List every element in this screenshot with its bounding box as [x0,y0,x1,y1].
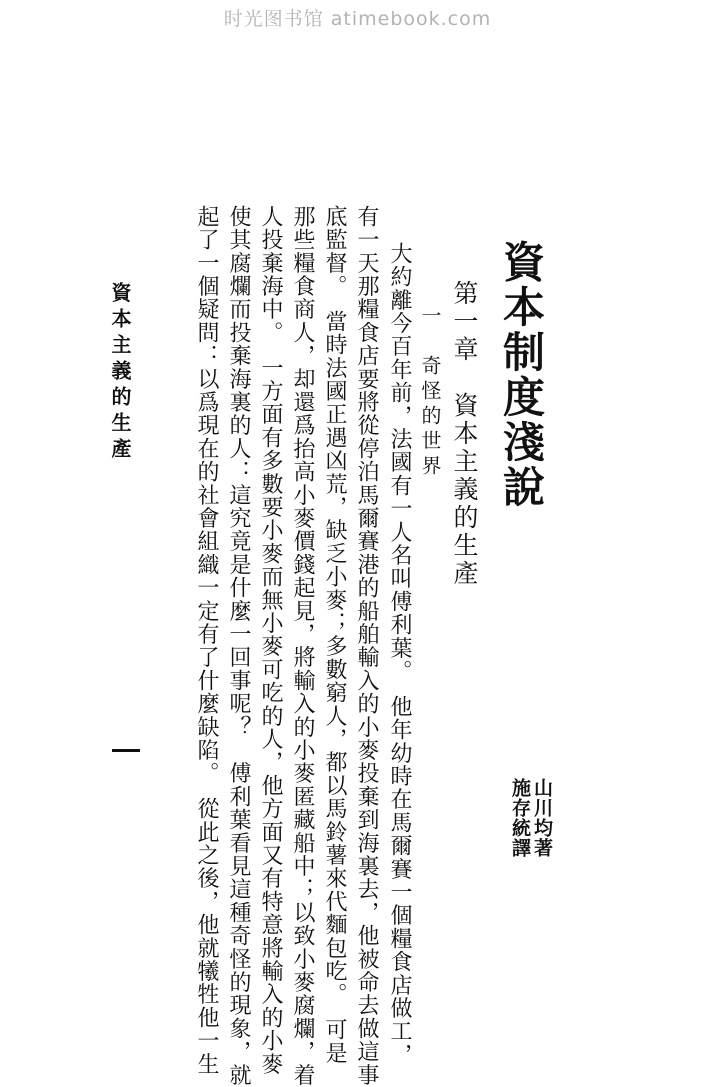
running-head: 資本主義的生產 [108,282,132,464]
watermark: 时光图书馆 atimebook.com [223,8,492,30]
body-line: 那些糧食商人，却還爲抬高小麥價錢起見，將輸入的小麥匿藏船中；以致小麥腐爛，着 [290,205,315,1087]
translator-credit: 施存統譯 [509,778,531,858]
author-credit: 山川均著 [531,778,553,858]
section-title: 一 奇怪的世界 [418,305,442,480]
chapter-title: 第一章 資本主義的生產 [450,280,479,588]
body-line: 有一天那糧食店要將從停泊馬爾賽港的船舶輸入的小麥投棄到海裏去，他被命去做這事 [354,205,379,1087]
book-title: 資本制度淺說 [497,240,546,510]
body-line: 使其腐爛而投棄海裏的人：這究竟是什麼一回事呢？ 傅利葉看見這種奇怪的現象，就 [226,205,251,1087]
page-number [112,749,140,752]
body-line: 起了一個疑問：以爲現在的社會組織一定有了什麼缺陷。 從此之後，他就犧牲他一生 [194,205,219,1076]
body-line: 大約離今百年前，法國有一人名叫傅利葉。 他年幼時在馬爾賽一個糧食店做工， [387,242,412,1067]
body-line: 人投棄海中。 一方面有多數要小麥而無小麥可吃的人，他方面又有特意將輸入的小麥 [258,205,283,1076]
body-line: 底監督。 當時法國正遇凶荒，缺乏小麥；多數窮人，都以馬鈴薯來代麵包吃。 可是 [322,205,347,1065]
